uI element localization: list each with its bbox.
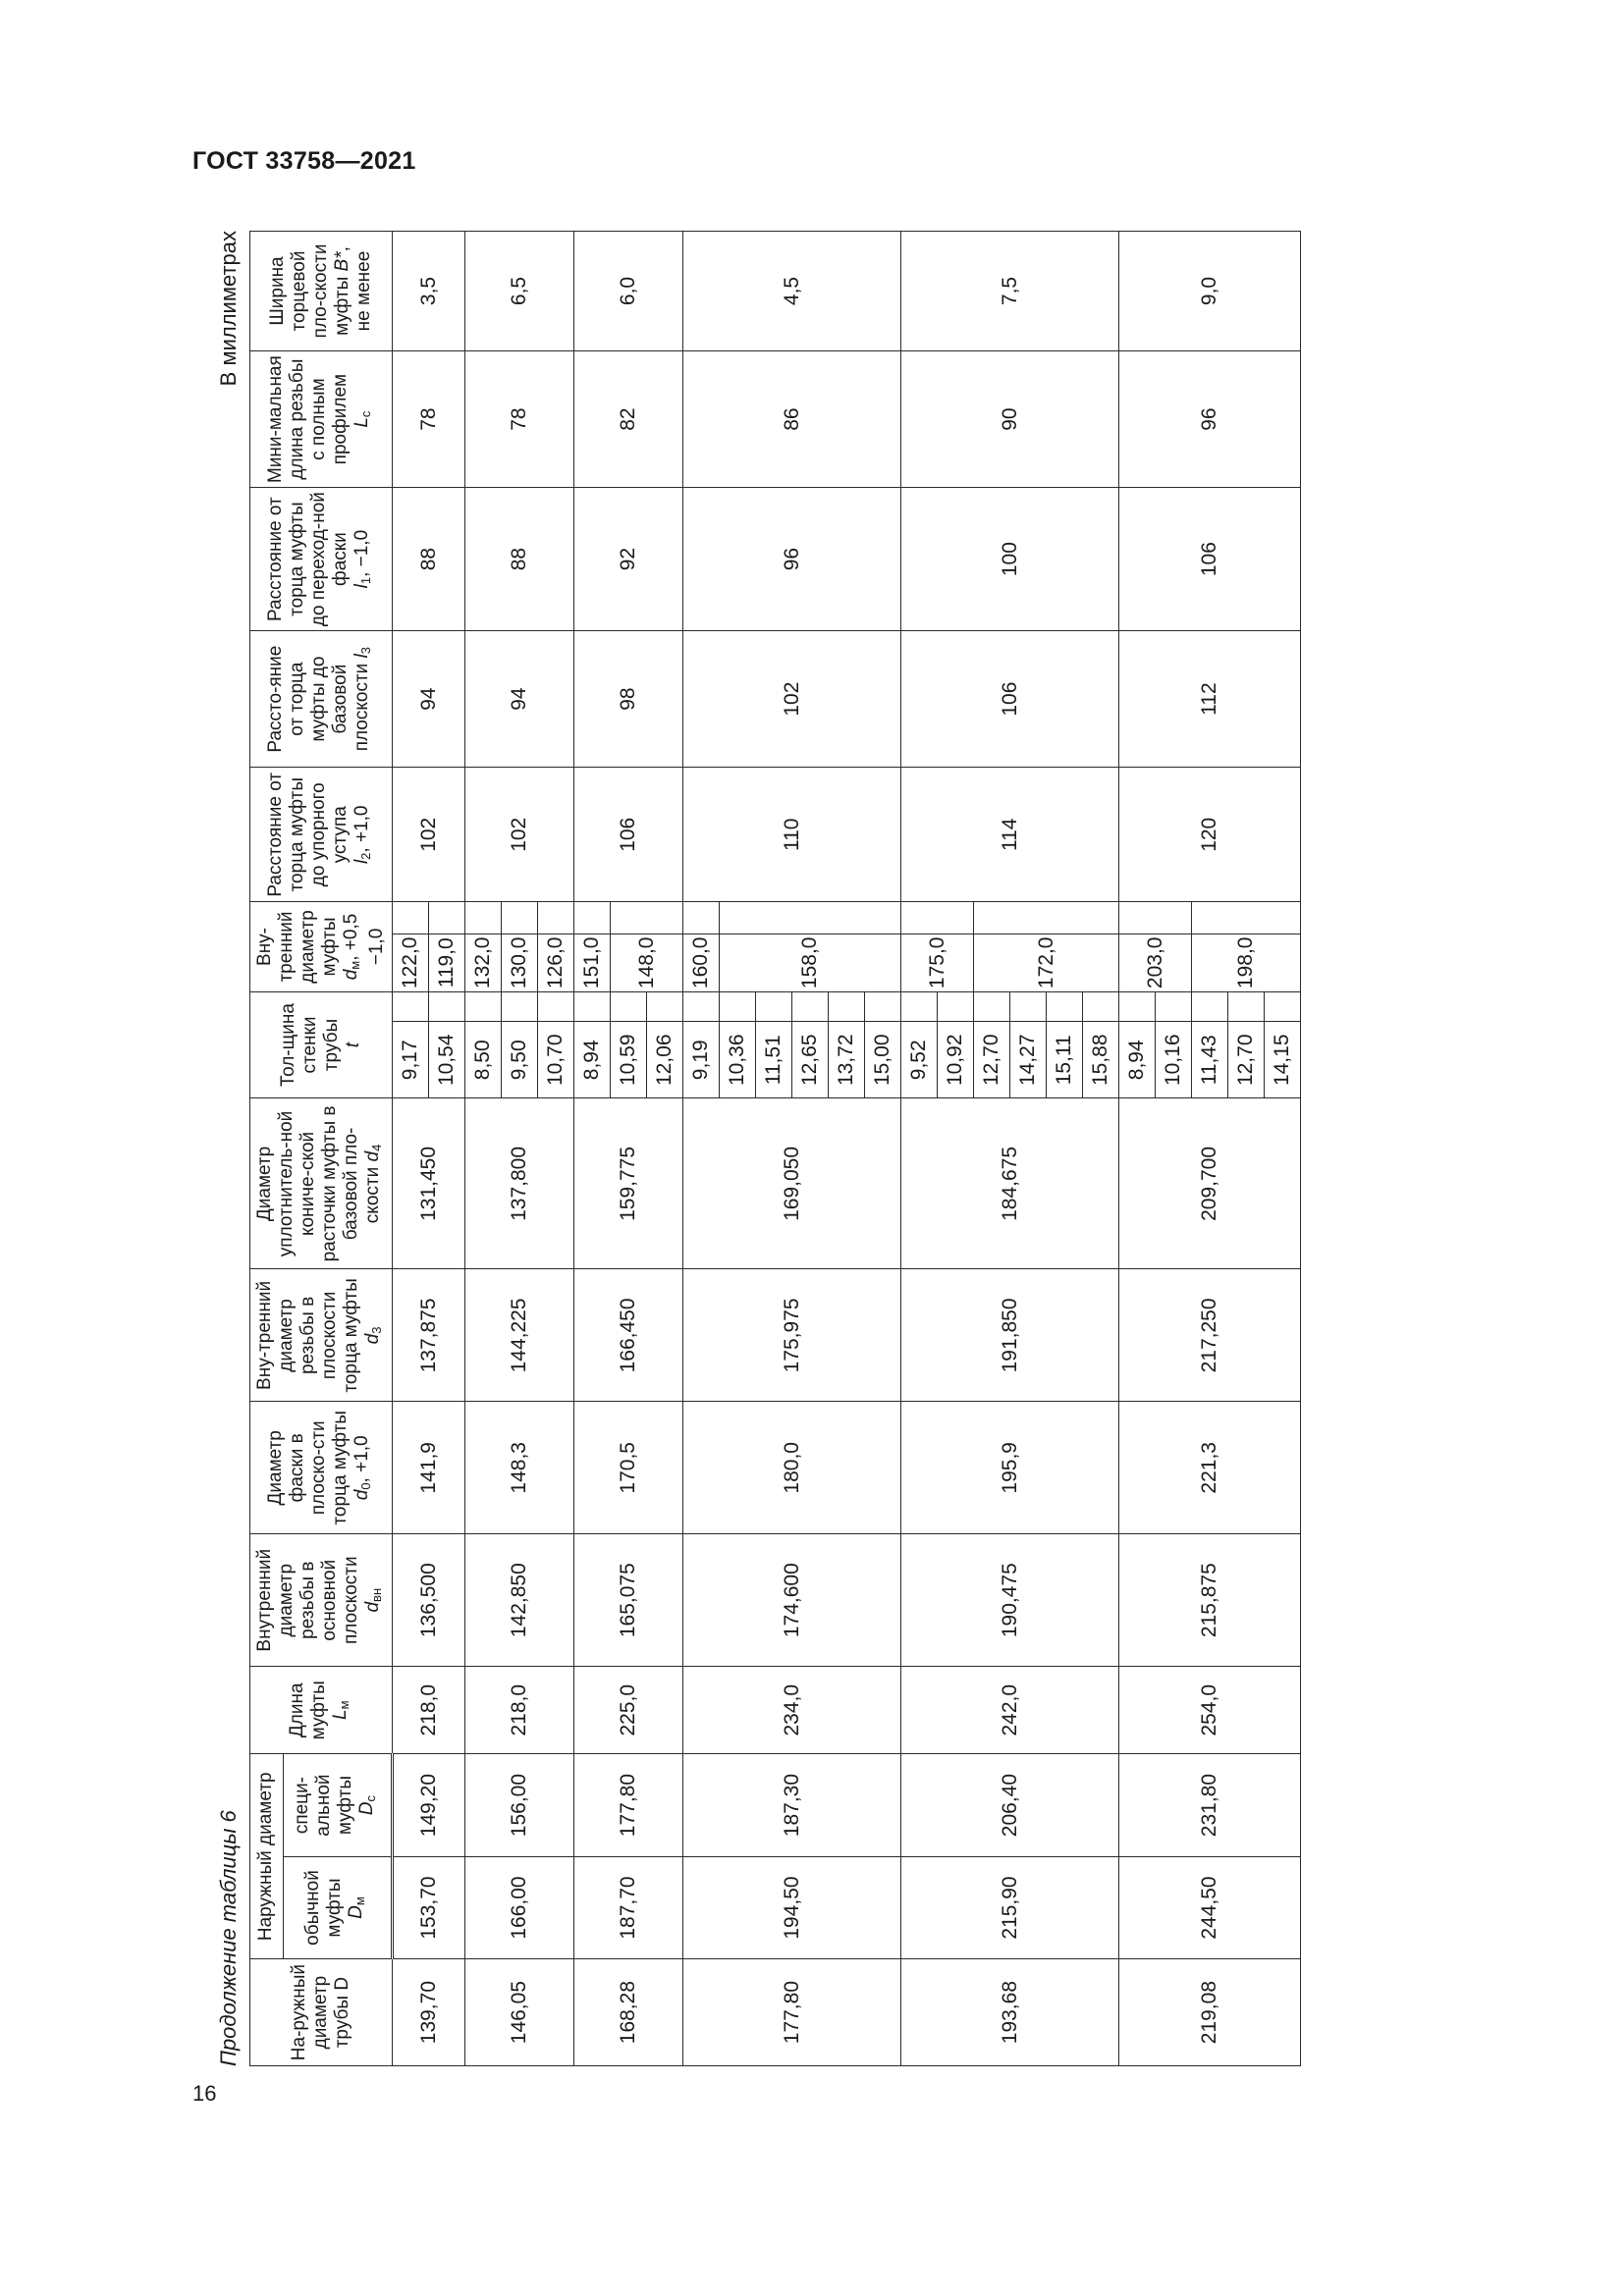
cell-thread-diameter-face: 175,975 — [683, 1269, 901, 1402]
cell-pipe-diameter: 219,08 — [1119, 1959, 1301, 2066]
cell-wall-thickness: 11,51 — [756, 1022, 792, 1098]
cell-inner-diameter-spacer — [1119, 902, 1192, 934]
col-header-outer-diameter-group: Наружный диаметр — [250, 1754, 284, 1959]
cell-pipe-diameter: 193,68 — [901, 1959, 1119, 2066]
cell-distance-l1: 106 — [1119, 488, 1301, 631]
cell-coupling-length: 218,0 — [465, 1667, 574, 1754]
cell-thickness-spacer — [574, 991, 611, 1021]
cell-regular-coupling-diameter: 244,50 — [1119, 1856, 1301, 1958]
cell-thickness-spacer — [1119, 991, 1156, 1021]
cell-seal-bore-diameter: 209,700 — [1119, 1098, 1301, 1269]
table-row — [683, 232, 720, 2066]
col-header-distance-l1: Расстояние от торца муфты до переход-ной фаски $l_1$, −1,0 — [250, 488, 393, 631]
cell-coupling-inner-diameter: 122,0 — [393, 934, 429, 991]
col-header-wall-thickness: Тол-щина стенки трубы t — [250, 991, 393, 1098]
cell-pipe-diameter: 139,70 — [393, 1959, 465, 2066]
cell-thickness-spacer — [1010, 991, 1047, 1021]
cell-thickness-spacer — [1156, 991, 1192, 1021]
cell-distance-l2: 110 — [683, 768, 901, 902]
cell-inner-diameter-spacer — [465, 902, 502, 934]
cell-coupling-inner-diameter: 198,0 — [1192, 934, 1301, 991]
cell-thickness-spacer — [1083, 991, 1119, 1021]
cell-coupling-length: 242,0 — [901, 1667, 1119, 1754]
cell-distance-l2: 102 — [393, 768, 465, 902]
cell-wall-thickness: 10,70 — [538, 1022, 574, 1098]
cell-min-thread-length: 90 — [901, 351, 1119, 488]
cell-wall-thickness: 13,72 — [829, 1022, 865, 1098]
cell-pipe-diameter: 168,28 — [574, 1959, 683, 2066]
cell-wall-thickness: 10,92 — [938, 1022, 974, 1098]
cell-wall-thickness: 9,50 — [502, 1022, 538, 1098]
cell-inner-thread-diameter: 215,875 — [1119, 1534, 1301, 1667]
cell-inner-diameter-spacer — [683, 902, 720, 934]
cell-distance-l2: 106 — [574, 768, 683, 902]
cell-thickness-spacer — [901, 991, 938, 1021]
cell-coupling-inner-diameter: 130,0 — [502, 934, 538, 991]
cell-special-coupling-diameter: 149,20 — [393, 1754, 465, 1856]
col-header-pipe-diameter: На-ружный диаметр трубы D — [250, 1959, 393, 2066]
cell-coupling-length: 225,0 — [574, 1667, 683, 1754]
cell-wall-thickness: 9,17 — [393, 1022, 429, 1098]
table-row — [574, 232, 611, 2066]
cell-special-coupling-diameter: 187,30 — [683, 1754, 901, 1856]
col-header-coupling-inner-diameter: Вну-тренний диаметр муфты $d_м$, +0,5 −1,0 — [250, 902, 393, 991]
cell-special-coupling-diameter: 206,40 — [901, 1754, 1119, 1856]
col-header-min-thread-length: Мини-мальная длина резьбы с полным профилем $L_с$ — [250, 351, 393, 488]
cell-thickness-spacer — [938, 991, 974, 1021]
cell-wall-thickness: 8,94 — [1119, 1022, 1156, 1098]
cell-wall-thickness: 10,16 — [1156, 1022, 1192, 1098]
cell-wall-thickness: 10,36 — [720, 1022, 756, 1098]
cell-coupling-inner-diameter: 148,0 — [611, 934, 683, 991]
cell-inner-diameter-spacer — [429, 902, 465, 934]
cell-thread-diameter-face: 191,850 — [901, 1269, 1119, 1402]
cell-distance-l3: 94 — [393, 631, 465, 768]
cell-regular-coupling-diameter: 153,70 — [393, 1856, 465, 1958]
cell-inner-diameter-spacer — [502, 902, 538, 934]
cell-distance-l3: 102 — [683, 631, 901, 768]
cell-distance-l3: 106 — [901, 631, 1119, 768]
col-header-regular-coupling: обычной муфты $D_м$ — [283, 1856, 392, 1958]
cell-inner-thread-diameter: 174,600 — [683, 1534, 901, 1667]
header-row-top — [250, 232, 284, 2066]
cell-regular-coupling-diameter: 194,50 — [683, 1856, 901, 1958]
cell-chamfer-diameter: 148,3 — [465, 1402, 574, 1534]
cell-distance-l3: 94 — [465, 631, 574, 768]
cell-face-width: 9,0 — [1119, 232, 1301, 351]
cell-chamfer-diameter: 141,9 — [393, 1402, 465, 1534]
cell-inner-diameter-spacer — [538, 902, 574, 934]
cell-seal-bore-diameter: 169,050 — [683, 1098, 901, 1269]
cell-thickness-spacer — [538, 991, 574, 1021]
cell-special-coupling-diameter: 177,80 — [574, 1754, 683, 1856]
cell-distance-l1: 96 — [683, 488, 901, 631]
table-unit-note: В миллиметрах — [216, 231, 241, 387]
cell-thickness-spacer — [465, 991, 502, 1021]
cell-wall-thickness: 15,11 — [1047, 1022, 1083, 1098]
cell-wall-thickness: 9,19 — [683, 1022, 720, 1098]
cell-chamfer-diameter: 195,9 — [901, 1402, 1119, 1534]
col-header-chamfer-diameter: Диаметр фаски в плоско-сти торца муфты $d_0$, +1,0 — [250, 1402, 393, 1534]
cell-face-width: 6,0 — [574, 232, 683, 351]
cell-special-coupling-diameter: 156,00 — [465, 1754, 574, 1856]
cell-seal-bore-diameter: 159,775 — [574, 1098, 683, 1269]
cell-distance-l3: 98 — [574, 631, 683, 768]
cell-wall-thickness: 15,88 — [1083, 1022, 1119, 1098]
cell-face-width: 7,5 — [901, 232, 1119, 351]
cell-coupling-length: 218,0 — [393, 1667, 465, 1754]
cell-inner-diameter-spacer — [611, 902, 683, 934]
cell-min-thread-length: 86 — [683, 351, 901, 488]
cell-coupling-inner-diameter: 126,0 — [538, 934, 574, 991]
cell-wall-thickness: 12,70 — [1228, 1022, 1265, 1098]
cell-wall-thickness: 10,59 — [611, 1022, 647, 1098]
cell-face-width: 3,5 — [393, 232, 465, 351]
cell-special-coupling-diameter: 231,80 — [1119, 1754, 1301, 1856]
cell-thickness-spacer — [792, 991, 829, 1021]
cell-min-thread-length: 82 — [574, 351, 683, 488]
col-header-inner-thread-diameter: Внутренний диаметр резьбы в основной плоскости $d_{вн}$ — [250, 1534, 393, 1667]
cell-distance-l2: 120 — [1119, 768, 1301, 902]
table-row — [901, 232, 938, 2066]
cell-thread-diameter-face: 217,250 — [1119, 1269, 1301, 1402]
rotated-table-area — [216, 231, 1624, 2066]
col-header-face-width: Ширина торцевой пло-скости муфты B*, не менее — [250, 232, 393, 351]
cell-wall-thickness: 12,65 — [792, 1022, 829, 1098]
cell-thread-diameter-face: 137,875 — [393, 1269, 465, 1402]
cell-coupling-inner-diameter: 175,0 — [901, 934, 974, 991]
cell-coupling-length: 254,0 — [1119, 1667, 1301, 1754]
cell-thickness-spacer — [393, 991, 429, 1021]
cell-thickness-spacer — [502, 991, 538, 1021]
cell-distance-l2: 114 — [901, 768, 1119, 902]
cell-min-thread-length: 96 — [1119, 351, 1301, 488]
cell-wall-thickness: 14,15 — [1265, 1022, 1301, 1098]
cell-pipe-diameter: 146,05 — [465, 1959, 574, 2066]
document-header: ГОСТ 33758—2021 — [192, 147, 416, 175]
cell-chamfer-diameter: 180,0 — [683, 1402, 901, 1534]
cell-wall-thickness: 12,70 — [974, 1022, 1010, 1098]
cell-wall-thickness: 15,00 — [865, 1022, 901, 1098]
cell-chamfer-diameter: 170,5 — [574, 1402, 683, 1534]
cell-thickness-spacer — [429, 991, 465, 1021]
cell-wall-thickness: 9,52 — [901, 1022, 938, 1098]
cell-coupling-inner-diameter: 158,0 — [720, 934, 901, 991]
cell-min-thread-length: 78 — [465, 351, 574, 488]
cell-inner-diameter-spacer — [974, 902, 1119, 934]
cell-inner-thread-diameter: 136,500 — [393, 1534, 465, 1667]
cell-thickness-spacer — [829, 991, 865, 1021]
cell-inner-diameter-spacer — [574, 902, 611, 934]
cell-coupling-inner-diameter: 172,0 — [974, 934, 1119, 991]
cell-face-width: 4,5 — [683, 232, 901, 351]
specification-table — [249, 231, 1301, 2066]
cell-distance-l1: 88 — [465, 488, 574, 631]
cell-thickness-spacer — [611, 991, 647, 1021]
col-header-seal-bore-diameter: Диаметр уплотнитель-ной кониче-ской расточки муфты в базовой пло-скости $d_4$ — [250, 1098, 393, 1269]
cell-thread-diameter-face: 166,450 — [574, 1269, 683, 1402]
cell-pipe-diameter: 177,80 — [683, 1959, 901, 2066]
cell-wall-thickness: 8,50 — [465, 1022, 502, 1098]
cell-regular-coupling-diameter: 187,70 — [574, 1856, 683, 1958]
cell-thickness-spacer — [865, 991, 901, 1021]
cell-coupling-inner-diameter: 132,0 — [465, 934, 502, 991]
cell-thickness-spacer — [1192, 991, 1228, 1021]
cell-thread-diameter-face: 144,225 — [465, 1269, 574, 1402]
cell-regular-coupling-diameter: 215,90 — [901, 1856, 1119, 1958]
cell-wall-thickness: 11,43 — [1192, 1022, 1228, 1098]
table-row — [1119, 232, 1156, 2066]
table-caption: Продолжение таблицы 6 — [216, 1810, 241, 2066]
col-header-thread-diameter-face: Вну-тренний диаметр резьбы в плоскости торца муфты $d_3$ — [250, 1269, 393, 1402]
cell-coupling-inner-diameter: 203,0 — [1119, 934, 1192, 991]
cell-wall-thickness: 12,06 — [647, 1022, 683, 1098]
cell-chamfer-diameter: 221,3 — [1119, 1402, 1301, 1534]
cell-thickness-spacer — [720, 991, 756, 1021]
cell-coupling-length: 234,0 — [683, 1667, 901, 1754]
cell-distance-l3: 112 — [1119, 631, 1301, 768]
cell-inner-diameter-spacer — [720, 902, 901, 934]
table-row — [465, 232, 502, 2066]
cell-thickness-spacer — [1047, 991, 1083, 1021]
cell-seal-bore-diameter: 184,675 — [901, 1098, 1119, 1269]
cell-thickness-spacer — [683, 991, 720, 1021]
cell-thickness-spacer — [647, 991, 683, 1021]
cell-distance-l1: 100 — [901, 488, 1119, 631]
col-header-coupling-length: Длина муфты $L_м$ — [250, 1667, 393, 1754]
cell-wall-thickness: 8,94 — [574, 1022, 611, 1098]
cell-inner-thread-diameter: 190,475 — [901, 1534, 1119, 1667]
cell-inner-thread-diameter: 165,075 — [574, 1534, 683, 1667]
page-number: 16 — [192, 2081, 217, 2106]
cell-coupling-inner-diameter: 160,0 — [683, 934, 720, 991]
cell-wall-thickness: 14,27 — [1010, 1022, 1047, 1098]
cell-min-thread-length: 78 — [393, 351, 465, 488]
cell-inner-diameter-spacer — [1192, 902, 1301, 934]
cell-thickness-spacer — [1228, 991, 1265, 1021]
cell-inner-diameter-spacer — [393, 902, 429, 934]
cell-thickness-spacer — [756, 991, 792, 1021]
cell-seal-bore-diameter: 131,450 — [393, 1098, 465, 1269]
cell-distance-l1: 88 — [393, 488, 465, 631]
cell-distance-l2: 102 — [465, 768, 574, 902]
cell-seal-bore-diameter: 137,800 — [465, 1098, 574, 1269]
cell-coupling-inner-diameter: 151,0 — [574, 934, 611, 991]
cell-thickness-spacer — [1265, 991, 1301, 1021]
table-body — [393, 232, 1301, 2066]
cell-wall-thickness: 10,54 — [429, 1022, 465, 1098]
cell-thickness-spacer — [974, 991, 1010, 1021]
cell-inner-diameter-spacer — [901, 902, 974, 934]
cell-coupling-inner-diameter: 119,0 — [429, 934, 465, 991]
col-header-distance-l3: Рассто-яние от торца муфты до базовой плоскости $l_3$ — [250, 631, 393, 768]
cell-regular-coupling-diameter: 166,00 — [465, 1856, 574, 1958]
col-header-special-coupling: специ-альной муфты $D_с$ — [283, 1754, 392, 1856]
cell-face-width: 6,5 — [465, 232, 574, 351]
col-header-distance-l2: Расстояние от торца муфты до упорного уступа $l_2$, +1,0 — [250, 768, 393, 902]
table-row — [393, 232, 429, 2066]
cell-inner-thread-diameter: 142,850 — [465, 1534, 574, 1667]
cell-distance-l1: 92 — [574, 488, 683, 631]
